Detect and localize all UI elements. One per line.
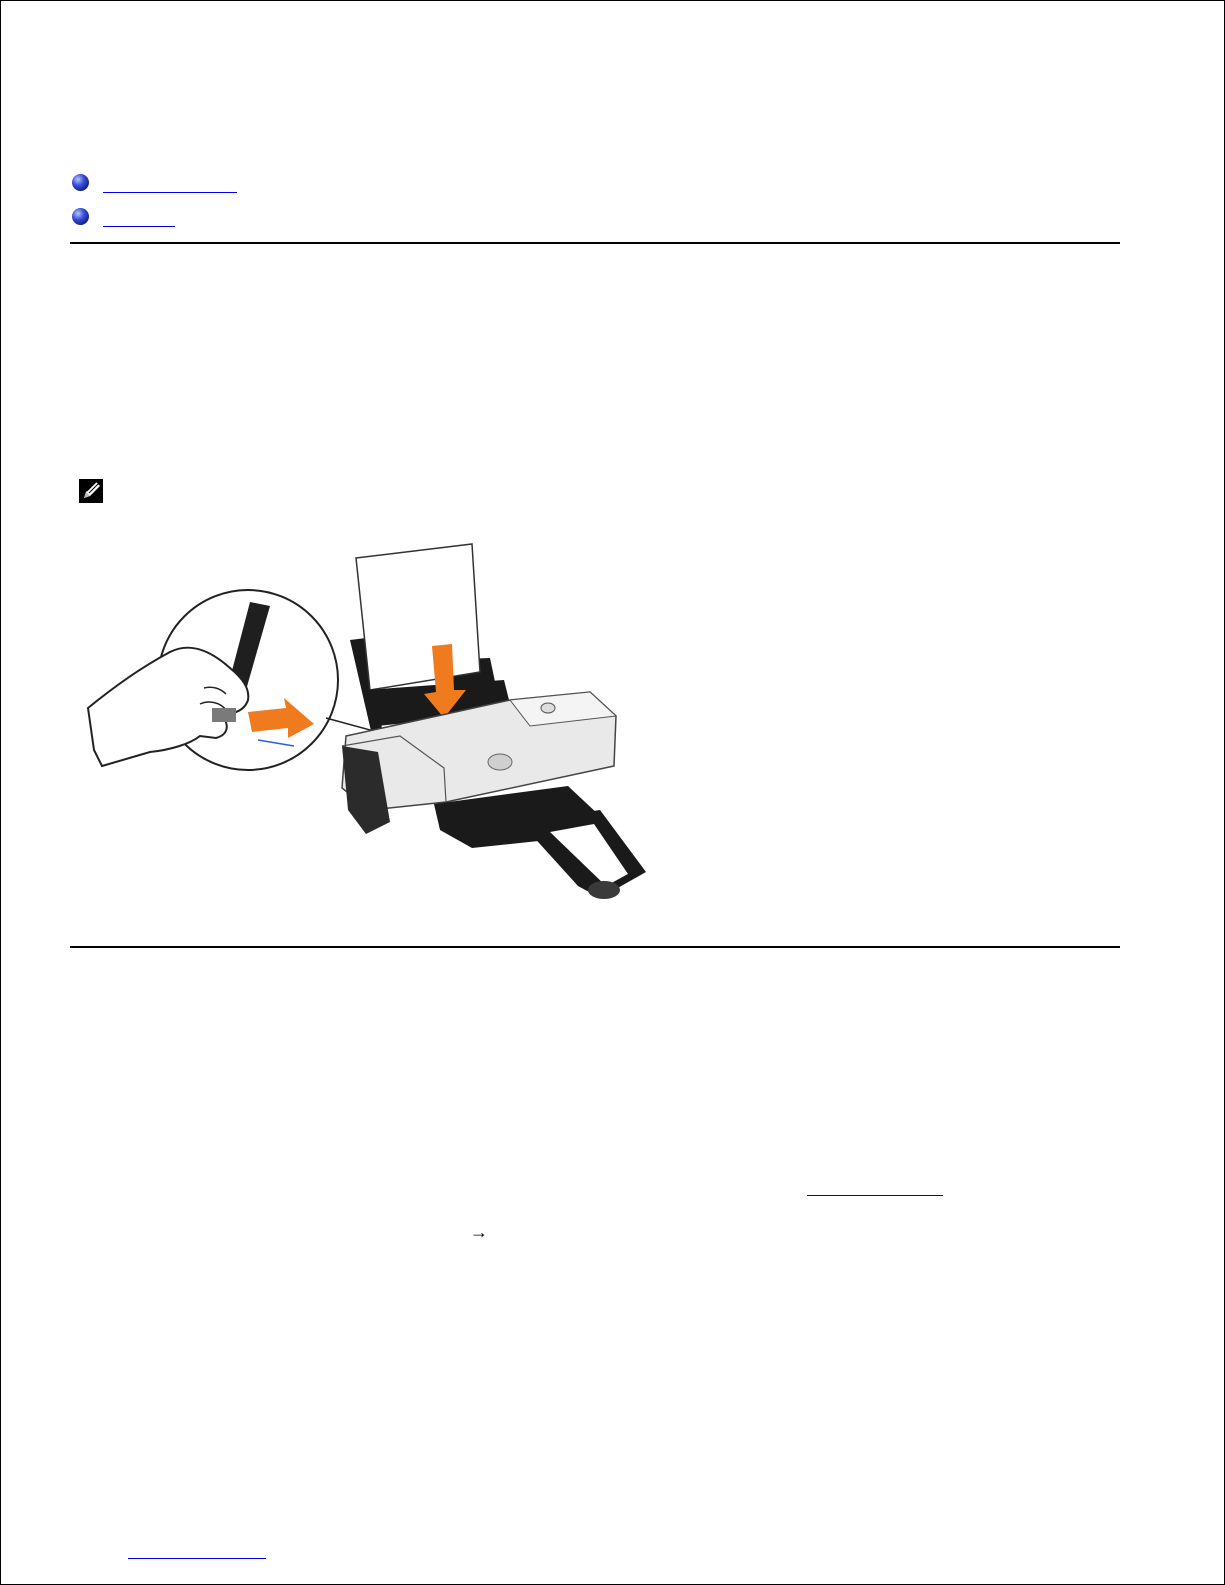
toc-link-underline[interactable] xyxy=(103,192,237,193)
crossref-link-underline[interactable] xyxy=(807,1195,943,1196)
printer-loading-paper-illustration xyxy=(80,540,660,930)
section-divider xyxy=(70,242,1120,244)
bullet-icon xyxy=(72,208,89,225)
section-divider xyxy=(70,946,1120,948)
bullet-icon xyxy=(72,174,89,191)
note-pencil-icon xyxy=(78,478,104,504)
menu-arrow-icon: → xyxy=(470,1222,488,1242)
toc-link-underline[interactable] xyxy=(103,226,175,227)
footer-link-underline[interactable] xyxy=(128,1558,266,1559)
